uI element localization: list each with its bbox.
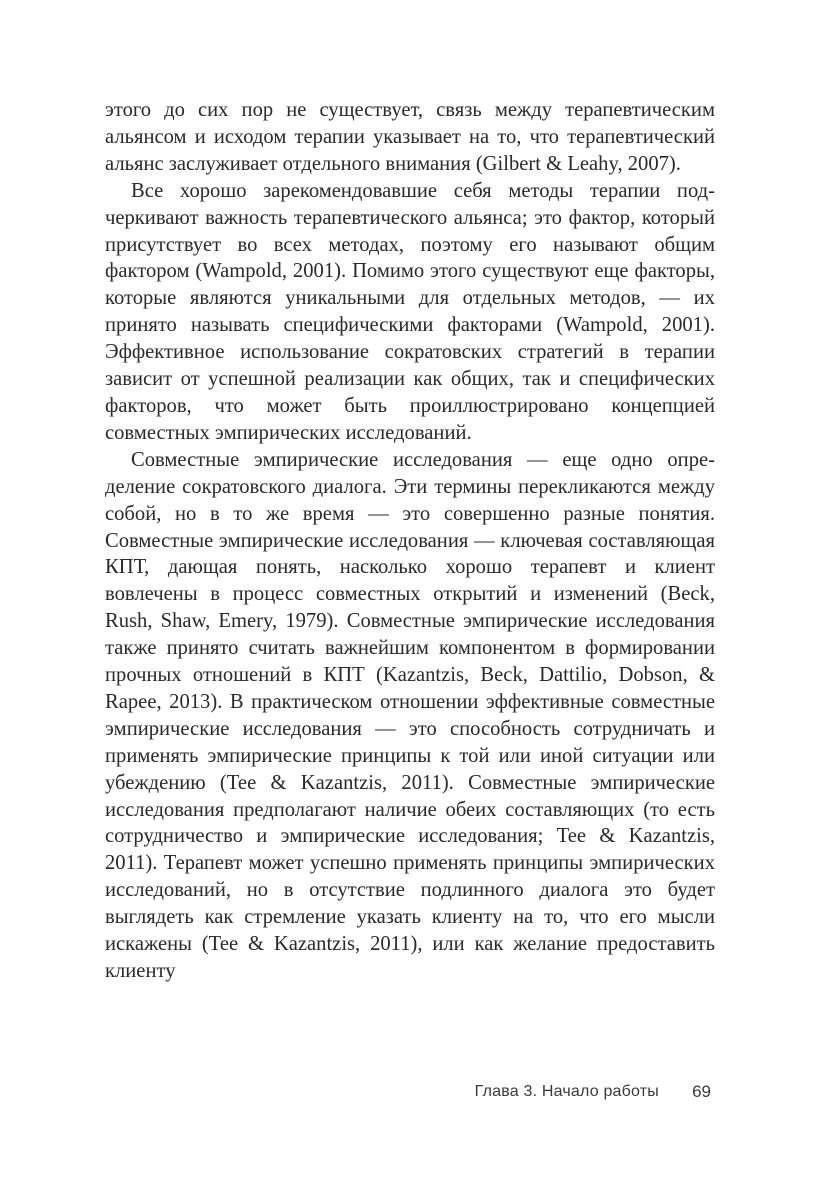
page-footer (105, 1083, 715, 1109)
paragraph-continuation: этого до сих пор не существует, связь между терапевтическим альянсом и исходом терапии указывает на то, что терапевтический альянс заслуживает отдельного внимания (Gilbert & Leahy, 2007). (105, 99, 715, 175)
running-footer-chapter-title: Глава 3. Начало работы (474, 1083, 659, 1100)
page-number: 69 (692, 1082, 711, 1101)
body-text (105, 97, 715, 985)
paragraph-common-factors: Все хорошо зарекомендовавшие себя методы терапии подчеркивают важность терапевтического альянса; это фактор, который присутствует во всех методах, поэтому его называют общим фактором (Wampold, 2001). Помимо этого существуют еще факторы, которые являются уникальными для отдельных методов, — их принято называть специфическими факторами (Wampold, 2001). Эффективное использование сократовских стратегий в терапии зависит от успешной реализации как общих, так и специфических факторов, что может быть проиллюстрировано концепцией совместных эмпирических исследований. (105, 179, 715, 444)
paragraph-collaborative-empiricism: Совместные эмпирические исследования — еще одно определение сократовского диалога. Эти термины перекликаются между собой, но в то же время — это совершенно разные понятия. Совместные эмпирические исследования — ключевая составляющая КПТ, дающая понять, насколько хорошо терапевт и клиент вовлечены в процесс совместных открытий и изменений (Beck, Rush, Shaw, Emery, 1979). Совместные эмпирические исследования также принято считать важнейшим компонентом в формировании прочных отношений в КПТ (Kazantzis, Beck, Dattilio, Dobson, & Rapee, 2013). В практическом отношении эффективные совместные эмпирические исследования — это способность сотрудничать и применять эмпирические принципы к той или иной ситуации или убеждению (Tee & Kazantzis, 2011). Совместные эмпирические исследования предполагают наличие обеих составляющих (то есть сотрудничество и эмпирические исследования; Tee & Kazantzis, 2011). Терапевт может успешно применять принципы эмпирических исследований, но в отсутствие подлинного диалога это будет выглядеть как стремление указать клиенту на то, что его мысли искажены (Tee & Kazantzis, 2011), или как желание предоставить клиенту (105, 448, 715, 982)
